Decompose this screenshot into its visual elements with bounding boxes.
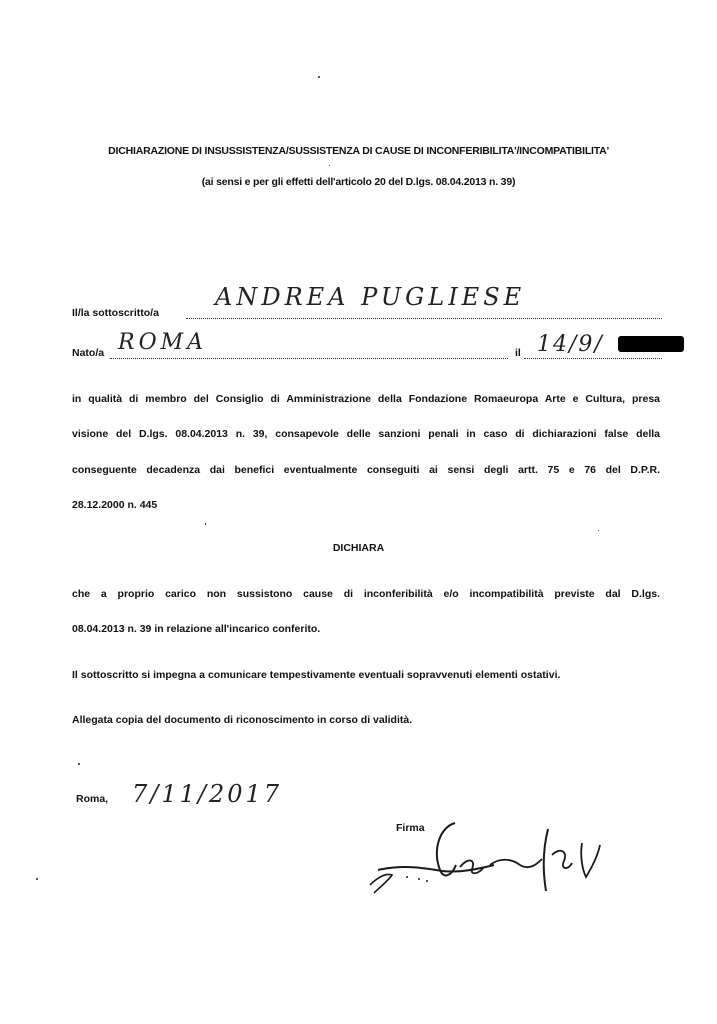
handwritten-name: ANDREA PUGLIESE (215, 283, 526, 311)
declaration-line-1: che a proprio carico non sussistono cause di inconferibilità e/o incompatibilità previste dal D.lgs. (72, 588, 660, 600)
declaration-heading: DICHIARA (332, 542, 385, 554)
body-line-3: conseguente decadenza dai benefici eventualmente conseguiti ai sensi degli artt. 75 e 76 del D.P.R. (72, 464, 660, 476)
scan-speck (598, 530, 599, 531)
commitment-text: Il sottoscritto si impegna a comunicare tempestivamente eventuali sopravvenuti elementi ostativi. (72, 669, 561, 681)
born-place-dotted-line (110, 358, 508, 359)
label-il: il (515, 347, 521, 359)
scan-speck (205, 523, 206, 525)
document-title: DICHIARAZIONE DI INSUSSISTENZA/SUSSISTENZA DI CAUSE DI INCONFERIBILITA'/INCOMPATIBILITA' (108, 145, 609, 157)
label-name: Il/la sottoscritto/a (72, 307, 159, 319)
label-born: Nato/a (72, 347, 105, 359)
declaration-line-2: 08.04.2013 n. 39 in relazione all'incarico conferito. (72, 623, 321, 635)
signature-label: Firma (396, 822, 425, 834)
handwritten-birth-date: 14/9/ (537, 332, 604, 357)
scan-speck (318, 76, 320, 78)
body-line-2: visione del D.lgs. 08.04.2013 n. 39, consapevole delle sanzioni penali in caso di dichiarazioni false della (72, 428, 660, 440)
born-date-dotted-line (524, 358, 662, 359)
scan-speck (78, 763, 80, 765)
document-subtitle: (ai sensi e per gli effetti dell'articolo 20 del D.lgs. 08.04.2013 n. 39) (201, 176, 516, 188)
handwritten-birth-place: ROMA (118, 330, 208, 355)
place-label: Roma, (76, 793, 109, 805)
body-line-1: in qualità di membro del Consiglio di Amministrazione della Fondazione Romaeuropa Arte e Cultura, presa (72, 393, 660, 405)
attachment-text: Allegata copia del documento di riconoscimento in corso di validità. (72, 714, 413, 726)
scan-speck (36, 878, 38, 880)
handwritten-signature (360, 815, 620, 900)
scan-speck (329, 165, 330, 166)
redaction-bar (618, 336, 684, 352)
name-dotted-line (186, 318, 662, 319)
body-line-4: 28.12.2000 n. 445 (72, 499, 158, 511)
handwritten-date: 7/11/2017 (132, 780, 283, 808)
